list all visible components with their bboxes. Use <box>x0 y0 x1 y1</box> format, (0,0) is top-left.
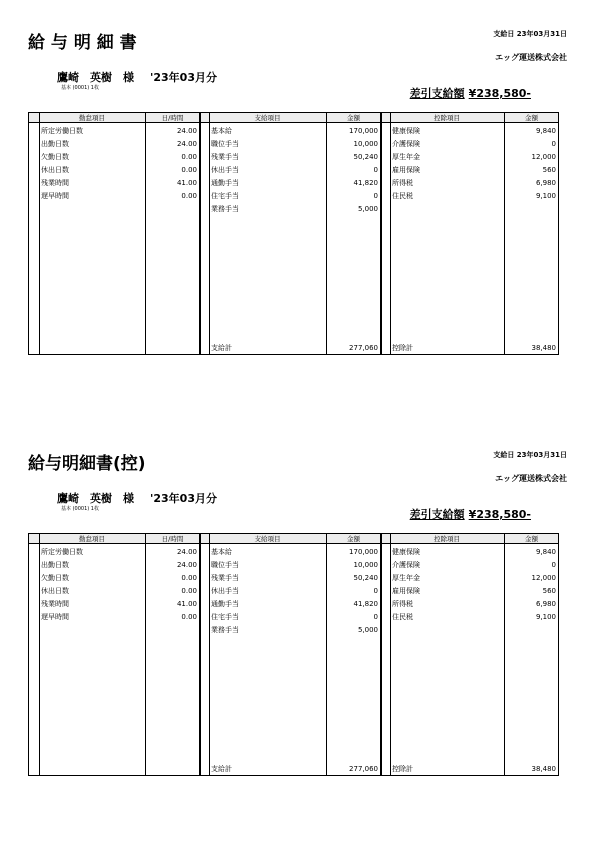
row-label: 業務手当 <box>211 626 239 634</box>
deductions-table <box>381 112 559 355</box>
row-value: 41,820 <box>353 179 378 187</box>
table-row <box>200 546 381 558</box>
attendance-table <box>28 112 200 355</box>
header-attendance-value: 日/時間 <box>161 535 184 543</box>
row-label: 休出手当 <box>211 166 239 174</box>
row-value: 50,240 <box>353 574 378 582</box>
row-value: 170,000 <box>349 127 378 135</box>
row-value: 5,000 <box>357 205 378 213</box>
row-label: 休出日数 <box>41 166 69 174</box>
total-label: 控除計 <box>392 765 413 773</box>
header-payment-value: 金額 <box>347 114 360 122</box>
table-row <box>381 546 559 558</box>
header-deduction-value: 金額 <box>525 535 538 543</box>
slip-title: 給 与 明 細 書 <box>28 33 137 53</box>
row-value: 5,000 <box>357 626 378 634</box>
table-row <box>381 164 559 176</box>
row-label: 住民税 <box>392 192 413 200</box>
row-value: 24.00 <box>176 561 197 569</box>
row-label: 休出日数 <box>41 587 69 595</box>
header-attendance-item: 勤怠項目 <box>79 114 105 122</box>
row-value: 9,100 <box>535 192 556 200</box>
slip-title: 給与明細書(控) <box>28 454 146 474</box>
total-value: 38,480 <box>531 344 556 352</box>
row-label: 健康保険 <box>392 548 420 556</box>
row-label: 残業手当 <box>211 574 239 582</box>
row-value: 41.00 <box>176 179 197 187</box>
row-label: 基本給 <box>211 548 232 556</box>
table-row <box>381 559 559 571</box>
row-label: 厚生年金 <box>392 574 420 582</box>
header-deduction-item: 控除項目 <box>434 114 460 122</box>
row-value: 0.00 <box>181 574 197 582</box>
company-name: エッグ運送株式会社 <box>495 474 567 483</box>
table-row <box>200 598 381 610</box>
row-label: 欠勤日数 <box>41 574 69 582</box>
row-label: 残業時間 <box>41 600 69 608</box>
pay-month: '23年03月分 <box>150 71 217 84</box>
table-row <box>200 177 381 189</box>
row-value: 560 <box>542 166 556 174</box>
payments-table <box>200 112 381 355</box>
header-deduction-item: 控除項目 <box>434 535 460 543</box>
row-label: 雇用保険 <box>392 166 420 174</box>
table-row <box>28 125 200 137</box>
row-label: 欠勤日数 <box>41 153 69 161</box>
row-value: 24.00 <box>176 548 197 556</box>
row-label: 遅早時間 <box>41 613 69 621</box>
row-value: 9,100 <box>535 613 556 621</box>
net-pay-label: 差引支給額 <box>409 87 465 100</box>
table-row <box>28 572 200 584</box>
row-value: 10,000 <box>353 561 378 569</box>
row-value: 170,000 <box>349 548 378 556</box>
row-value: 0.00 <box>181 613 197 621</box>
row-label: 業務手当 <box>211 205 239 213</box>
row-value: 41,820 <box>353 600 378 608</box>
table-row <box>200 125 381 137</box>
total-label: 支給計 <box>211 344 232 352</box>
row-label: 介護保険 <box>392 561 420 569</box>
row-label: 住民税 <box>392 613 413 621</box>
row-label: 職位手当 <box>211 561 239 569</box>
table-row <box>28 585 200 597</box>
table-row <box>381 138 559 150</box>
department-code: 基本 (0001) 1枚 <box>61 506 99 512</box>
payments-total-row <box>200 342 381 354</box>
row-value: 9,840 <box>535 127 556 135</box>
table-row <box>200 203 381 215</box>
row-value: 50,240 <box>353 153 378 161</box>
row-label: 職位手当 <box>211 140 239 148</box>
row-label: 住宅手当 <box>211 613 239 621</box>
table-row <box>28 546 200 558</box>
table-row <box>200 611 381 623</box>
row-label: 介護保険 <box>392 140 420 148</box>
table-row <box>28 611 200 623</box>
payslip-copy <box>0 421 595 801</box>
row-label: 住宅手当 <box>211 192 239 200</box>
row-label: 通勤手当 <box>211 600 239 608</box>
row-label: 出勤日数 <box>41 561 69 569</box>
pay-date: 支給日 23年03月31日 <box>493 30 567 38</box>
row-value: 9,840 <box>535 548 556 556</box>
row-label: 休出手当 <box>211 587 239 595</box>
header-payment-item: 支給項目 <box>254 114 281 122</box>
row-value: 10,000 <box>353 140 378 148</box>
row-value: 0 <box>373 613 378 621</box>
row-label: 通勤手当 <box>211 179 239 187</box>
row-value: 0 <box>373 587 378 595</box>
pay-date: 支給日 23年03月31日 <box>493 451 567 459</box>
row-label: 所定労働日数 <box>41 548 83 556</box>
row-value: 0.00 <box>181 192 197 200</box>
table-row <box>381 572 559 584</box>
total-value: 38,480 <box>531 765 556 773</box>
table-row <box>381 190 559 202</box>
table-row <box>28 190 200 202</box>
table-row <box>28 151 200 163</box>
row-label: 基本給 <box>211 127 232 135</box>
deductions-total-row <box>381 763 559 775</box>
employee-name: 鷹崎 英樹 様 <box>57 492 134 505</box>
row-label: 出勤日数 <box>41 140 69 148</box>
row-value: 24.00 <box>176 127 197 135</box>
header-deduction-value: 金額 <box>525 114 538 122</box>
row-value: 6,980 <box>535 179 556 187</box>
table-row <box>200 585 381 597</box>
row-label: 雇用保険 <box>392 587 420 595</box>
row-value: 560 <box>542 587 556 595</box>
total-value: 277,060 <box>349 344 378 352</box>
net-pay-label: 差引支給額 <box>409 508 465 521</box>
payments-table <box>200 533 381 776</box>
employee-line <box>57 69 217 85</box>
table-row <box>200 572 381 584</box>
deductions-total-row <box>381 342 559 354</box>
row-value: 12,000 <box>531 153 556 161</box>
total-label: 控除計 <box>392 344 413 352</box>
table-row <box>28 138 200 150</box>
row-label: 所定労働日数 <box>41 127 83 135</box>
table-row <box>381 177 559 189</box>
row-label: 残業時間 <box>41 179 69 187</box>
employee-name: 鷹崎 英樹 様 <box>57 71 134 84</box>
net-pay <box>410 85 531 101</box>
header-payment-value: 金額 <box>347 535 360 543</box>
table-row <box>381 125 559 137</box>
total-value: 277,060 <box>349 765 378 773</box>
table-row <box>200 559 381 571</box>
header-attendance-value: 日/時間 <box>161 114 184 122</box>
payslip-original <box>0 0 595 380</box>
company-name: エッグ運送株式会社 <box>495 53 567 62</box>
row-value: 24.00 <box>176 140 197 148</box>
pay-month: '23年03月分 <box>150 492 217 505</box>
payments-total-row <box>200 763 381 775</box>
employee-line <box>57 490 217 506</box>
table-row <box>28 177 200 189</box>
table-row <box>28 164 200 176</box>
row-value: 0 <box>551 140 556 148</box>
row-value: 6,980 <box>535 600 556 608</box>
table-row <box>200 151 381 163</box>
row-value: 12,000 <box>531 574 556 582</box>
row-label: 厚生年金 <box>392 153 420 161</box>
attendance-table <box>28 533 200 776</box>
row-value: 0.00 <box>181 153 197 161</box>
deductions-table <box>381 533 559 776</box>
header-payment-item: 支給項目 <box>254 535 281 543</box>
table-row <box>200 190 381 202</box>
table-row <box>28 598 200 610</box>
table-row <box>200 138 381 150</box>
table-row <box>381 151 559 163</box>
table-row <box>28 559 200 571</box>
row-label: 残業手当 <box>211 153 239 161</box>
table-row <box>200 164 381 176</box>
table-row <box>381 598 559 610</box>
table-row <box>381 611 559 623</box>
total-label: 支給計 <box>211 765 232 773</box>
row-value: 0 <box>373 192 378 200</box>
table-row <box>200 624 381 636</box>
row-value: 0 <box>551 561 556 569</box>
row-value: 0.00 <box>181 166 197 174</box>
row-value: 0.00 <box>181 587 197 595</box>
header-attendance-item: 勤怠項目 <box>79 535 105 543</box>
table-row <box>381 585 559 597</box>
net-pay <box>410 506 531 522</box>
department-code: 基本 (0001) 1枚 <box>61 85 99 91</box>
row-label: 所得税 <box>392 179 413 187</box>
row-value: 0 <box>373 166 378 174</box>
net-pay-amount: ¥238,580- <box>468 87 531 100</box>
row-label: 所得税 <box>392 600 413 608</box>
row-value: 41.00 <box>176 600 197 608</box>
row-label: 遅早時間 <box>41 192 69 200</box>
net-pay-amount: ¥238,580- <box>468 508 531 521</box>
row-label: 健康保険 <box>392 127 420 135</box>
